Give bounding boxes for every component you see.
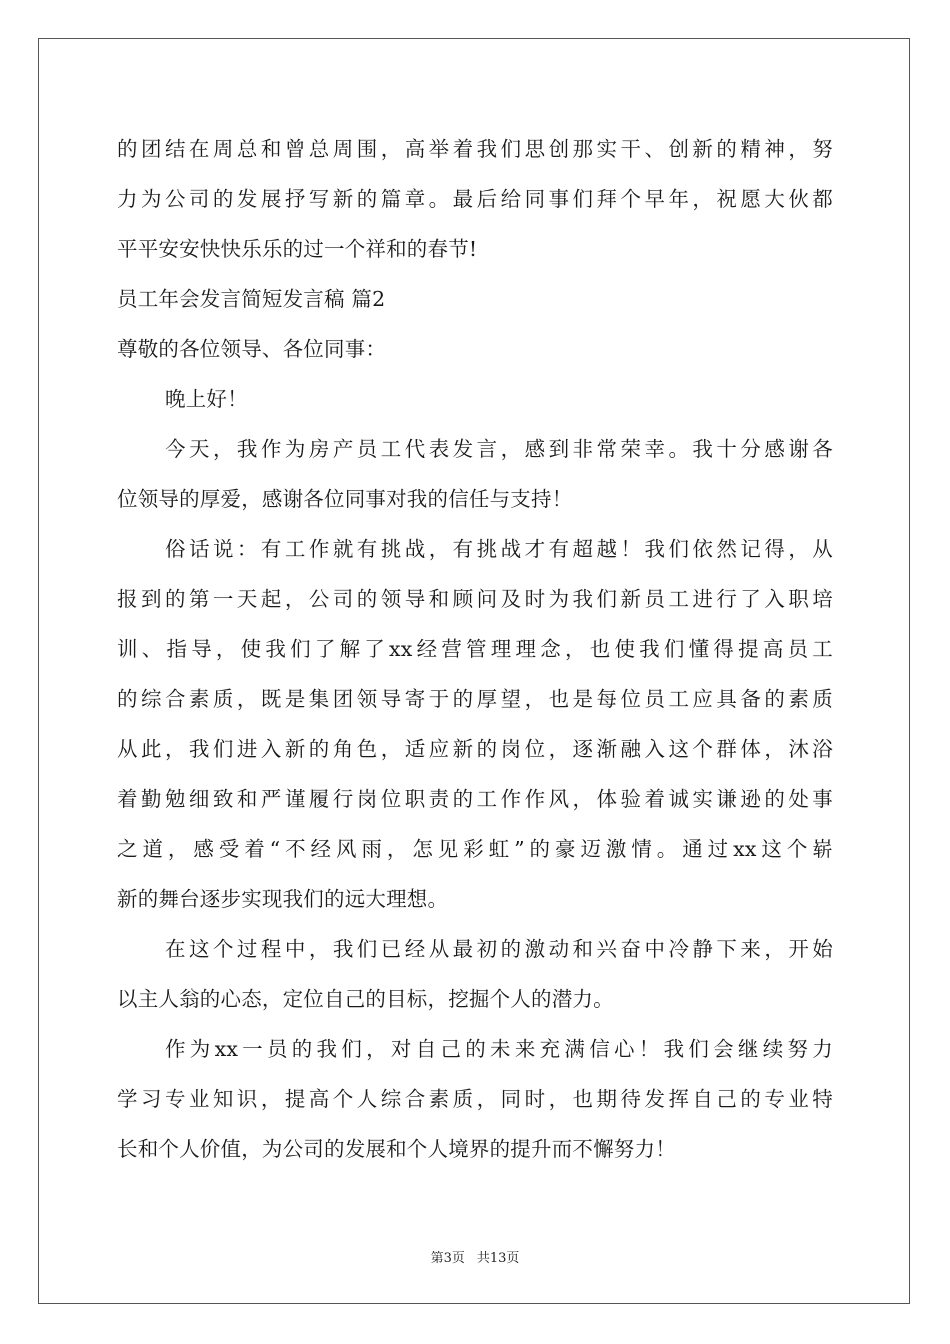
text-line: 今天，我作为房产员工代表发言，感到非常荣幸。我十分感谢各 — [165, 437, 833, 461]
text-line: 力为公司的发展抒写新的篇章。最后给同事们拜个早年，祝愿大伙都 — [117, 187, 833, 211]
document-body — [117, 124, 833, 1174]
text-line: 平平安安快快乐乐的过一个祥和的春节! — [117, 237, 478, 261]
greeting: 晚上好！ — [165, 387, 248, 411]
page-footer — [0, 1247, 950, 1266]
text-line: 以主人翁的心态，定位自己的目标，挖掘个人的潜力。 — [117, 987, 614, 1011]
page-number: 第3页 — [430, 1251, 465, 1266]
text-line: 作为xx一员的我们，对自己的未来充满信心！我们会继续努力 — [165, 1037, 833, 1061]
text-line: 位领导的厚爱，感谢各位同事对我的信任与支持！ — [117, 487, 573, 511]
text-line: 的综合素质，既是集团领导寄于的厚望，也是每位员工应具备的素质 — [117, 687, 833, 711]
text-line: 的团结在周总和曾总周围，高举着我们思创那实干、创新的精神，努 — [117, 137, 833, 161]
text-line: 从此，我们进入新的角色，适应新的岗位，逐渐融入这个群体，沐浴 — [117, 737, 833, 761]
text-line: 俗话说：有工作就有挑战，有挑战才有超越！我们依然记得，从 — [165, 537, 833, 561]
text-line: 之道，感受着“不经风雨，怎见彩虹”的豪迈激情。通过xx这个崭 — [117, 837, 833, 861]
text-line: 着勤勉细致和严谨履行岗位职责的工作作风，体验着诚实谦逊的处事 — [117, 787, 833, 811]
text-line: 学习专业知识，提高个人综合素质，同时，也期待发挥自己的专业特 — [117, 1087, 833, 1111]
text-line: 在这个过程中，我们已经从最初的激动和兴奋中冷静下来，开始 — [165, 937, 833, 961]
text-line: 训、指导，使我们了解了xx经营管理理念，也使我们懂得提高员工 — [117, 637, 833, 661]
section-heading: 员工年会发言简短发言稿 篇2 — [117, 287, 386, 311]
text-line: 长和个人价值，为公司的发展和个人境界的提升而不懈努力！ — [117, 1137, 676, 1161]
text-line: 新的舞台逐步实现我们的远大理想。 — [117, 887, 449, 911]
page-total: 共13页 — [476, 1251, 520, 1266]
text-line: 报到的第一天起，公司的领导和顾问及时为我们新员工进行了入职培 — [117, 587, 833, 611]
salutation: 尊敬的各位领导、各位同事： — [117, 337, 387, 361]
